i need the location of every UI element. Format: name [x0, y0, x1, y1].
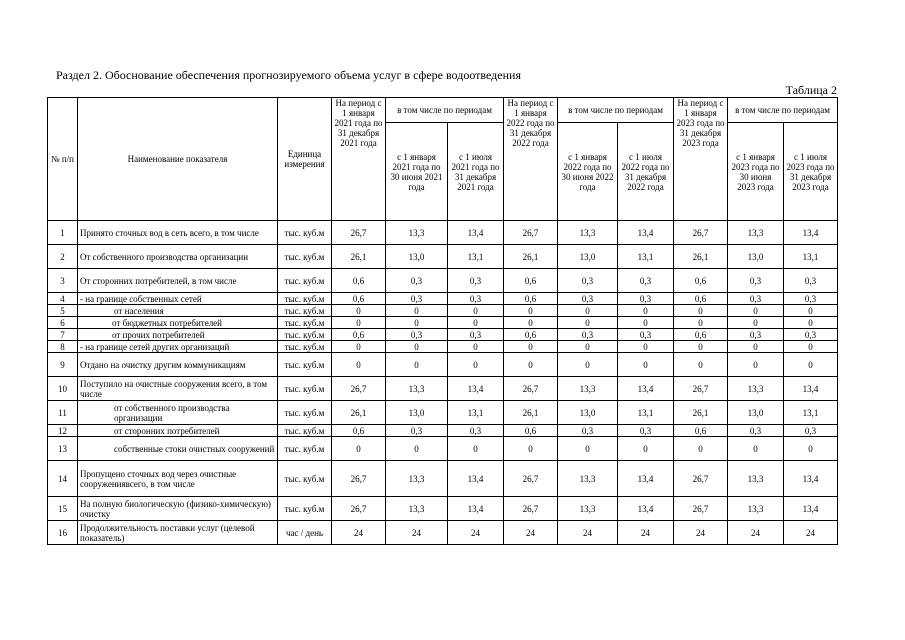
row-value: 13,0: [386, 245, 448, 269]
row-value: 0: [332, 305, 386, 317]
header-period-2021-h1: с 1 января 2021 года по 30 июня 2021 года: [386, 123, 448, 221]
row-number: 10: [48, 377, 78, 401]
row-number: 3: [48, 269, 78, 293]
row-value: 0: [728, 437, 784, 461]
row-unit: тыс. куб.м: [278, 401, 332, 425]
table-row: [48, 269, 838, 293]
row-value: 13,4: [448, 497, 504, 521]
row-value: 0,6: [332, 329, 386, 341]
row-value: 13,4: [618, 221, 674, 245]
row-value: 13,4: [618, 497, 674, 521]
row-unit: тыс. куб.м: [278, 269, 332, 293]
row-value: 26,7: [332, 377, 386, 401]
row-value: 0: [558, 437, 618, 461]
row-value: 0,3: [386, 425, 448, 437]
row-value: 26,7: [504, 221, 558, 245]
row-value: 0,3: [784, 293, 838, 305]
row-value: 13,3: [558, 461, 618, 497]
row-value: 0: [386, 437, 448, 461]
row-value: 0,3: [448, 329, 504, 341]
table-row: [48, 497, 838, 521]
row-value: 13,4: [784, 461, 838, 497]
row-value: 13,4: [618, 461, 674, 497]
row-value: 0,3: [618, 269, 674, 293]
row-value: 0: [674, 317, 728, 329]
row-value: 13,1: [618, 245, 674, 269]
row-value: 13,0: [558, 401, 618, 425]
row-value: 0,3: [448, 269, 504, 293]
row-value: 24: [674, 521, 728, 545]
header-period-2021-group: в том числе по периодам: [386, 98, 504, 123]
row-value: 13,1: [448, 245, 504, 269]
row-value: 26,7: [674, 497, 728, 521]
header-period-2023-total: На период с 1 января 2023 года по 31 декабря 2023 года: [674, 98, 728, 221]
row-number: 1: [48, 221, 78, 245]
row-value: 0: [728, 353, 784, 377]
row-value: 13,4: [784, 221, 838, 245]
row-value: 13,3: [386, 221, 448, 245]
table-row: [48, 401, 838, 425]
row-value: 0: [674, 353, 728, 377]
row-value: 0: [728, 317, 784, 329]
row-name: от сторонних потребителей: [78, 425, 278, 437]
header-period-2023-h1: с 1 января 2023 года по 30 июня 2023 года: [728, 123, 784, 221]
row-name: Принято сточных вод в сеть всего, в том числе: [78, 221, 278, 245]
row-value: 26,1: [674, 401, 728, 425]
row-value: 0,6: [504, 425, 558, 437]
row-value: 24: [504, 521, 558, 545]
row-unit: тыс. куб.м: [278, 221, 332, 245]
table-row: [48, 293, 838, 305]
row-number: 9: [48, 353, 78, 377]
table-row: [48, 305, 838, 317]
row-value: 26,7: [504, 497, 558, 521]
row-number: 16: [48, 521, 78, 545]
row-value: 0: [332, 317, 386, 329]
row-value: 26,7: [674, 461, 728, 497]
row-value: 0: [332, 341, 386, 353]
row-value: 0,6: [332, 293, 386, 305]
row-value: 0: [728, 305, 784, 317]
row-value: 0,6: [674, 269, 728, 293]
row-value: 24: [728, 521, 784, 545]
row-value: 0: [618, 341, 674, 353]
row-value: 0,3: [784, 269, 838, 293]
header-period-2021-total: На период с 1 января 2021 года по 31 декабря 2021 года: [332, 98, 386, 221]
row-name: От собственного производства организации: [78, 245, 278, 269]
row-value: 24: [386, 521, 448, 545]
row-value: 26,7: [504, 377, 558, 401]
row-value: 0: [784, 437, 838, 461]
row-value: 24: [332, 521, 386, 545]
row-value: 26,1: [332, 401, 386, 425]
row-value: 0,6: [504, 293, 558, 305]
row-value: 0,6: [504, 269, 558, 293]
row-value: 0: [784, 341, 838, 353]
row-value: 13,1: [784, 401, 838, 425]
row-number: 8: [48, 341, 78, 353]
row-unit: тыс. куб.м: [278, 329, 332, 341]
row-unit: тыс. куб.м: [278, 353, 332, 377]
table-row: [48, 377, 838, 401]
row-value: 0,3: [386, 329, 448, 341]
row-name: Продолжительность поставки услуг (целевой показатель): [78, 521, 278, 545]
row-value: 0: [504, 317, 558, 329]
table-row: [48, 437, 838, 461]
row-value: 13,3: [728, 377, 784, 401]
header-period-2022-h2: с 1 июля 2022 года по 31 декабря 2022 года: [618, 123, 674, 221]
row-value: 26,7: [332, 497, 386, 521]
table-label: Таблица 2: [785, 83, 837, 97]
row-value: 13,0: [728, 401, 784, 425]
row-number: 2: [48, 245, 78, 269]
row-value: 0,6: [674, 425, 728, 437]
row-name: Отдано на очистку другим коммуникациям: [78, 353, 278, 377]
row-value: 0,3: [558, 293, 618, 305]
row-name: от населения: [78, 305, 278, 317]
row-value: 13,4: [784, 497, 838, 521]
table-row: [48, 425, 838, 437]
row-value: 13,0: [558, 245, 618, 269]
row-name: От сторонних потребителей, в том числе: [78, 269, 278, 293]
row-value: 0: [504, 341, 558, 353]
row-value: 0: [618, 305, 674, 317]
table-row: [48, 221, 838, 245]
row-name: от прочих потребителей: [78, 329, 278, 341]
row-value: 26,7: [504, 461, 558, 497]
row-value: 0: [386, 305, 448, 317]
header-period-2022-group: в том числе по периодам: [558, 98, 674, 123]
header-num: № п/п: [48, 98, 78, 221]
row-value: 0,3: [784, 425, 838, 437]
row-value: 24: [558, 521, 618, 545]
row-number: 12: [48, 425, 78, 437]
row-value: 0: [618, 317, 674, 329]
header-period-2023-h2: с 1 июля 2023 года по 31 декабря 2023 года: [784, 123, 838, 221]
row-value: 13,3: [728, 461, 784, 497]
row-value: 13,0: [386, 401, 448, 425]
row-name: - на границе сетей других организаций: [78, 341, 278, 353]
row-value: 0,3: [386, 293, 448, 305]
table-row: [48, 353, 838, 377]
row-unit: тыс. куб.м: [278, 341, 332, 353]
row-value: 24: [448, 521, 504, 545]
header-period-2022-h1: с 1 января 2022 года по 30 июня 2022 года: [558, 123, 618, 221]
row-unit: тыс. куб.м: [278, 437, 332, 461]
row-value: 0,3: [728, 269, 784, 293]
row-value: 0,3: [448, 425, 504, 437]
row-value: 0: [674, 341, 728, 353]
row-number: 14: [48, 461, 78, 497]
table-row: [48, 521, 838, 545]
row-value: 13,3: [558, 377, 618, 401]
row-value: 0: [448, 353, 504, 377]
row-number: 6: [48, 317, 78, 329]
row-value: 0: [386, 317, 448, 329]
row-value: 13,1: [618, 401, 674, 425]
row-value: 26,7: [332, 461, 386, 497]
row-unit: тыс. куб.м: [278, 293, 332, 305]
row-value: 0,6: [332, 425, 386, 437]
row-value: 13,3: [386, 497, 448, 521]
row-value: 0,6: [332, 269, 386, 293]
data-table: [47, 97, 838, 545]
row-value: 26,1: [504, 401, 558, 425]
row-value: 13,3: [728, 221, 784, 245]
table-row: [48, 461, 838, 497]
row-unit: тыс. куб.м: [278, 305, 332, 317]
row-value: 0,3: [386, 269, 448, 293]
row-value: 0: [558, 305, 618, 317]
row-value: 13,0: [728, 245, 784, 269]
row-value: 0: [618, 437, 674, 461]
row-value: 13,3: [386, 461, 448, 497]
row-value: 0: [618, 353, 674, 377]
row-value: 26,1: [674, 245, 728, 269]
row-value: 0,6: [504, 329, 558, 341]
row-value: 26,7: [674, 221, 728, 245]
header-period-2023-group: в том числе по периодам: [728, 98, 838, 123]
table-row: [48, 341, 838, 353]
row-number: 11: [48, 401, 78, 425]
row-value: 0: [728, 341, 784, 353]
row-value: 13,1: [784, 245, 838, 269]
row-name: - на границе собственных сетей: [78, 293, 278, 305]
row-value: 13,4: [618, 377, 674, 401]
row-number: 4: [48, 293, 78, 305]
row-value: 13,3: [558, 221, 618, 245]
row-value: 0: [784, 305, 838, 317]
row-value: 0: [448, 305, 504, 317]
row-value: 0: [674, 305, 728, 317]
row-value: 0: [784, 353, 838, 377]
row-unit: тыс. куб.м: [278, 377, 332, 401]
row-value: 26,7: [674, 377, 728, 401]
row-unit: тыс. куб.м: [278, 497, 332, 521]
row-value: 0: [504, 305, 558, 317]
row-value: 0,3: [618, 329, 674, 341]
row-unit: тыс. куб.м: [278, 425, 332, 437]
row-value: 0: [448, 341, 504, 353]
row-unit: тыс. куб.м: [278, 245, 332, 269]
row-value: 26,1: [332, 245, 386, 269]
row-name: собственные стоки очистных сооружений: [78, 437, 278, 461]
header-unit: Единица измерения: [278, 98, 332, 221]
row-value: 13,1: [448, 401, 504, 425]
row-value: 0,3: [728, 329, 784, 341]
row-value: 0,3: [558, 329, 618, 341]
row-value: 13,4: [448, 377, 504, 401]
row-value: 0: [558, 317, 618, 329]
row-value: 0: [386, 353, 448, 377]
row-value: 13,3: [728, 497, 784, 521]
row-value: 24: [784, 521, 838, 545]
row-value: 26,1: [504, 245, 558, 269]
row-value: 0,3: [558, 269, 618, 293]
table-body: [48, 221, 838, 545]
row-value: 24: [618, 521, 674, 545]
row-value: 0: [558, 341, 618, 353]
row-value: 0,3: [728, 293, 784, 305]
row-value: 0: [448, 317, 504, 329]
row-value: 0,3: [448, 293, 504, 305]
row-value: 13,4: [448, 221, 504, 245]
row-value: 0: [504, 437, 558, 461]
row-value: 0,3: [618, 293, 674, 305]
row-value: 0,3: [558, 425, 618, 437]
row-value: 0: [504, 353, 558, 377]
section-title: Раздел 2. Обоснование обеспечения прогнозируемого объема услуг в сфере водоотведения: [56, 68, 521, 82]
row-unit: тыс. куб.м: [278, 317, 332, 329]
row-number: 15: [48, 497, 78, 521]
row-name: от собственного производства организации: [78, 401, 278, 425]
row-unit: тыс. куб.м: [278, 461, 332, 497]
row-value: 0: [332, 353, 386, 377]
row-value: 13,3: [558, 497, 618, 521]
header-period-2022-total: На период с 1 января 2022 года по 31 декабря 2022 года: [504, 98, 558, 221]
row-value: 0,3: [784, 329, 838, 341]
row-number: 13: [48, 437, 78, 461]
row-value: 0,3: [728, 425, 784, 437]
row-value: 0: [784, 317, 838, 329]
row-number: 7: [48, 329, 78, 341]
row-value: 13,3: [386, 377, 448, 401]
row-value: 0: [448, 437, 504, 461]
row-name: от бюджетных потребителей: [78, 317, 278, 329]
header-name: Наименование показателя: [78, 98, 278, 221]
row-name: Поступило на очистные сооружения всего, в том числе: [78, 377, 278, 401]
table-row: [48, 329, 838, 341]
table-row: [48, 317, 838, 329]
row-value: 13,4: [784, 377, 838, 401]
row-value: 13,4: [448, 461, 504, 497]
row-name: Пропущено сточных вод через очистные сооружениявсего, в том числе: [78, 461, 278, 497]
row-value: 0,6: [674, 329, 728, 341]
row-value: 0: [558, 353, 618, 377]
row-name: На полную биологическую (физико-химическую) очистку: [78, 497, 278, 521]
row-value: 0: [332, 437, 386, 461]
header-period-2021-h2: с 1 июля 2021 года по 31 декабря 2021 года: [448, 123, 504, 221]
row-value: 0: [674, 437, 728, 461]
row-value: 0: [386, 341, 448, 353]
row-value: 0,6: [674, 293, 728, 305]
table-row: [48, 245, 838, 269]
row-value: 26,7: [332, 221, 386, 245]
row-value: 0,3: [618, 425, 674, 437]
row-unit: час / день: [278, 521, 332, 545]
row-number: 5: [48, 305, 78, 317]
